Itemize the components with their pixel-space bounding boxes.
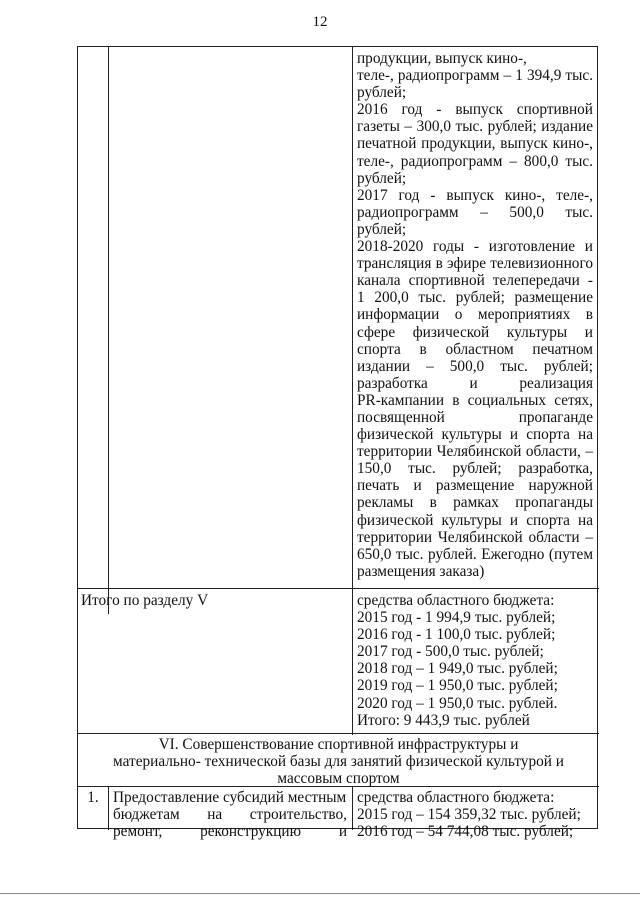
row-description bbox=[113, 789, 347, 840]
text-line: 650,0 тыс. рублей. Ежегодно (путем bbox=[357, 545, 593, 563]
column-divider bbox=[108, 786, 109, 830]
column-divider bbox=[352, 786, 353, 830]
text-line: продукции, выпуск кино-, bbox=[357, 50, 527, 67]
text-line: спорта в областном печатном bbox=[357, 340, 593, 358]
funding-line: средства областного бюджета: bbox=[357, 789, 555, 806]
heading-line: массовым спортом bbox=[277, 770, 400, 788]
text-line: 150,0 тыс. рублей; разработка, bbox=[357, 460, 593, 478]
description-line: ремонт, реконструкцию и bbox=[113, 823, 347, 841]
heading-line: VI. Совершенствование спортивной инфраструктуры и bbox=[158, 736, 519, 753]
funding-line: 2018 год – 1 949,0 тыс. рублей; bbox=[357, 660, 558, 678]
funding-line: 2020 год – 1 950,0 тыс. рублей. bbox=[357, 694, 558, 712]
column-divider bbox=[108, 47, 109, 614]
text-line: разработка и реализация bbox=[357, 374, 593, 392]
text-line: газеты – 300,0 тыс. рублей; издание bbox=[357, 118, 593, 136]
row-number-text: 1. bbox=[87, 789, 99, 806]
text-line: физической культуры и спорта на bbox=[357, 511, 593, 529]
funding-line: 2016 год - 1 100,0 тыс. рублей; bbox=[357, 626, 556, 644]
text-line: издании – 500,0 тыс. рублей; bbox=[357, 357, 593, 375]
text-line: 1 200,0 тыс. рублей; размещение bbox=[357, 289, 593, 307]
text-line: печать и размещение наружной bbox=[357, 477, 593, 495]
funding-line: Итого: 9 443,9 тыс. рублей bbox=[357, 711, 530, 729]
budget-table bbox=[77, 46, 598, 841]
text-line: теле-, радиопрограмм – 1 394,9 тыс. bbox=[357, 67, 593, 85]
text-line: печатной продукции, выпуск кино-, bbox=[357, 135, 593, 153]
text-line: теле-, радиопрограмм – 800,0 тыс. bbox=[357, 152, 593, 170]
text-line: рублей; bbox=[357, 220, 407, 238]
text-line: трансляция в эфире телевизионного bbox=[357, 255, 593, 273]
text-line: 2018-2020 годы - изготовление и bbox=[357, 238, 593, 256]
section-total-funding bbox=[357, 592, 593, 729]
row-number bbox=[78, 789, 108, 806]
continuation-cell bbox=[357, 50, 593, 580]
funding-line: средства областного бюджета: bbox=[357, 592, 555, 609]
text-line: рекламы в рамках пропаганды bbox=[357, 494, 593, 512]
row-funding bbox=[357, 789, 595, 840]
text-line: физической культуры и спорта на bbox=[357, 426, 593, 444]
text-line: канала спортивной телепередачи - bbox=[357, 272, 593, 290]
text-line: территории Челябинской области, – bbox=[357, 443, 593, 461]
funding-line: 2015 год - 1 994,9 тыс. рублей; bbox=[357, 609, 556, 627]
text-line: 2016 год - выпуск спортивной bbox=[357, 101, 593, 119]
funding-line: 2015 год – 154 359,32 тыс. рублей; bbox=[357, 806, 581, 824]
text-line: радиопрограмм – 500,0 тыс. bbox=[357, 203, 593, 221]
text-line: 2017 год - выпуск кино-, теле-, bbox=[357, 186, 593, 204]
text-line: рублей; bbox=[357, 169, 407, 187]
row-divider bbox=[78, 588, 599, 589]
text-line: рублей; bbox=[357, 84, 407, 102]
page-number: 12 bbox=[312, 14, 328, 30]
total-label-text: Итого по разделу V bbox=[81, 592, 209, 609]
heading-line: материально- технической базы для занятий физической культурой и bbox=[113, 753, 564, 771]
text-line: территории Челябинской области – bbox=[357, 528, 593, 546]
section-heading bbox=[78, 736, 599, 787]
row-divider bbox=[78, 733, 599, 734]
column-divider bbox=[352, 47, 353, 735]
section-total-label bbox=[81, 592, 341, 609]
text-line: размещения заказа) bbox=[357, 562, 485, 580]
funding-line: 2017 год - 500,0 тыс. рублей; bbox=[357, 643, 544, 661]
text-line: посвященной пропаганде bbox=[357, 408, 593, 426]
description-line: бюджетам на строительство, bbox=[113, 806, 347, 824]
text-line: информации о мероприятиях в bbox=[357, 306, 593, 324]
description-line: Предоставление субсидий местным bbox=[113, 789, 347, 806]
text-line: сфере физической культуры и bbox=[357, 323, 593, 341]
text-line: PR-кампании в социальных сетях, bbox=[357, 391, 593, 409]
funding-line: 2019 год – 1 950,0 тыс. рублей; bbox=[357, 677, 558, 695]
page-bottom-rule bbox=[0, 893, 640, 894]
funding-line: 2016 год – 54 744,08 тыс. рублей; bbox=[357, 823, 574, 841]
